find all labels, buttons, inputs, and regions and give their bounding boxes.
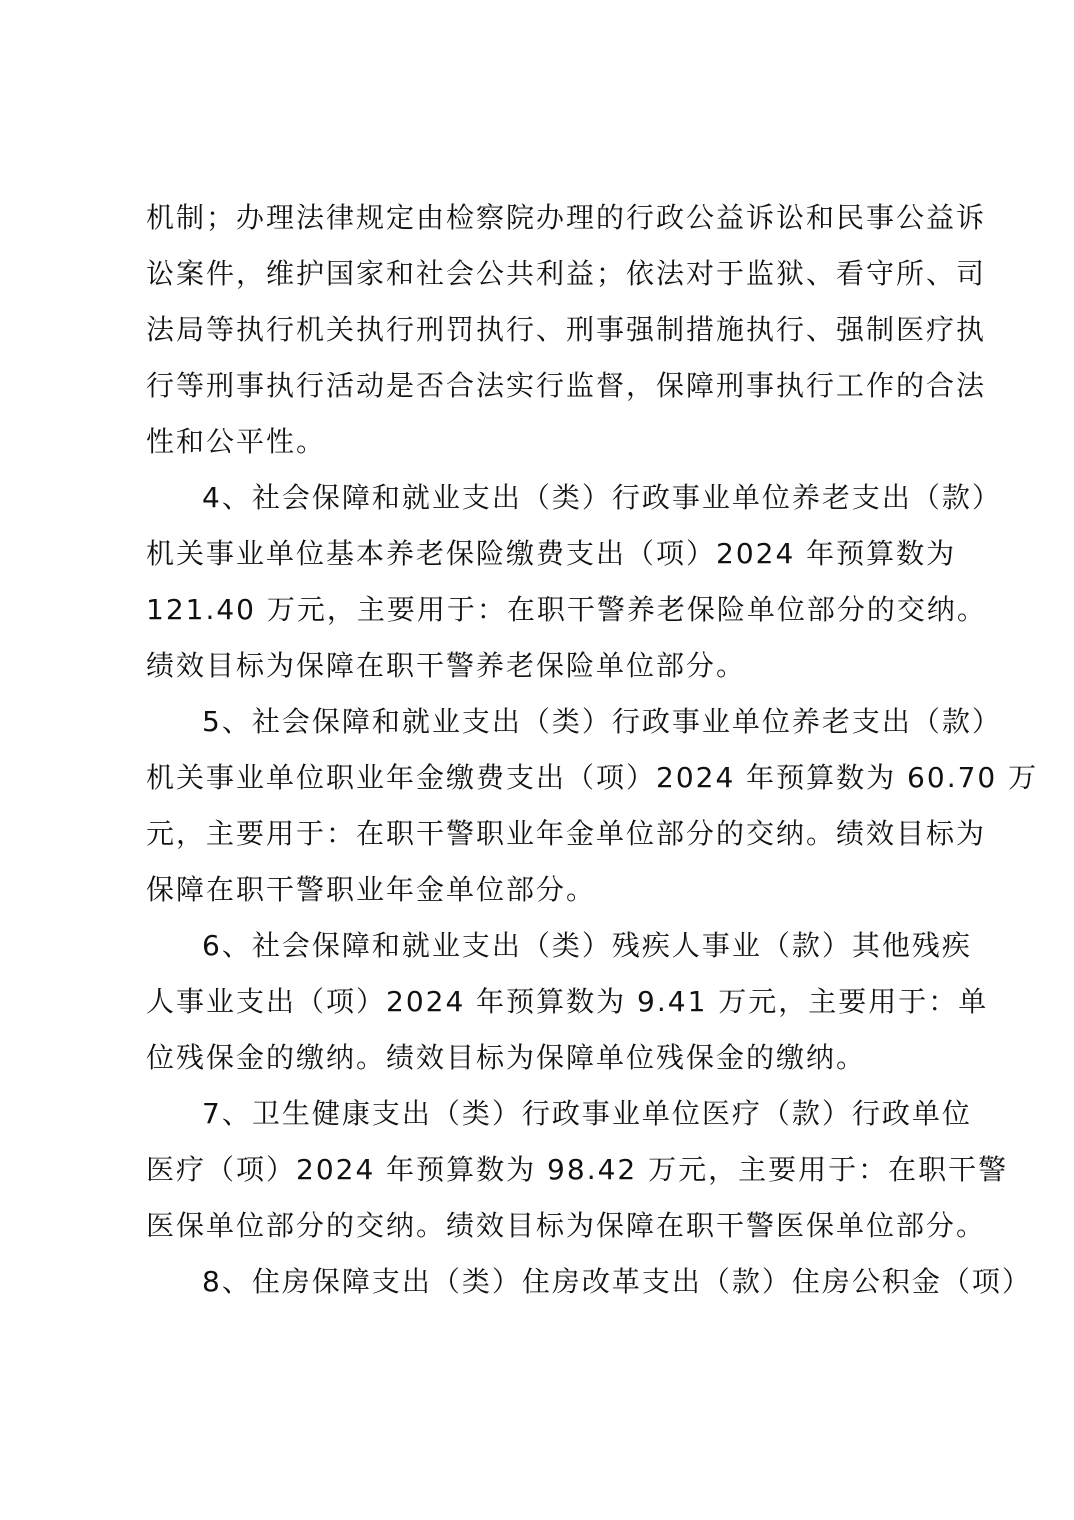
text-line: 医疗（项）2024 年预算数为 98.42 万元，主要用于：在职干警 xyxy=(146,1153,1009,1186)
text-line: 法局等执行机关执行刑罚执行、刑事强制措施执行、强制医疗执 xyxy=(146,313,987,346)
text-line: 4、社会保障和就业支出（类）行政事业单位养老支出（款） xyxy=(202,481,1002,514)
paragraph-continuation xyxy=(146,190,987,470)
paragraph-item-8 xyxy=(146,1254,1032,1310)
text-line: 人事业支出（项）2024 年预算数为 9.41 万元，主要用于：单 xyxy=(146,985,989,1018)
text-line: 性和公平性。 xyxy=(146,425,327,458)
paragraph-item-4 xyxy=(146,470,1002,694)
text-line: 元，主要用于：在职干警职业年金单位部分的交纳。绩效目标为 xyxy=(146,817,987,850)
text-line: 8、住房保障支出（类）住房改革支出（款）住房公积金（项） xyxy=(202,1265,1032,1298)
text-line: 5、社会保障和就业支出（类）行政事业单位养老支出（款） xyxy=(202,705,1002,738)
paragraph-item-6 xyxy=(146,918,989,1086)
paragraph-item-7 xyxy=(146,1086,1009,1254)
text-line: 121.40 万元，主要用于：在职干警养老保险单位部分的交纳。 xyxy=(146,593,987,626)
text-line: 机制；办理法律规定由检察院办理的行政公益诉讼和民事公益诉 xyxy=(146,201,987,234)
document-body xyxy=(146,190,1039,1310)
text-line: 7、卫生健康支出（类）行政事业单位医疗（款）行政单位 xyxy=(202,1097,972,1130)
text-line: 机关事业单位职业年金缴费支出（项）2024 年预算数为 60.70 万 xyxy=(146,761,1039,794)
text-line: 行等刑事执行活动是否合法实行监督，保障刑事执行工作的合法 xyxy=(146,369,987,402)
text-line: 机关事业单位基本养老保险缴费支出（项）2024 年预算数为 xyxy=(146,537,957,570)
text-line: 6、社会保障和就业支出（类）残疾人事业（款）其他残疾 xyxy=(202,929,972,962)
text-line: 讼案件，维护国家和社会公共利益；依法对于监狱、看守所、司 xyxy=(146,257,987,290)
text-line: 医保单位部分的交纳。绩效目标为保障在职干警医保单位部分。 xyxy=(146,1209,987,1242)
text-line: 保障在职干警职业年金单位部分。 xyxy=(146,873,597,906)
paragraph-item-5 xyxy=(146,694,1039,918)
text-line: 位残保金的缴纳。绩效目标为保障单位残保金的缴纳。 xyxy=(146,1041,867,1074)
text-line: 绩效目标为保障在职干警养老保险单位部分。 xyxy=(146,649,747,682)
